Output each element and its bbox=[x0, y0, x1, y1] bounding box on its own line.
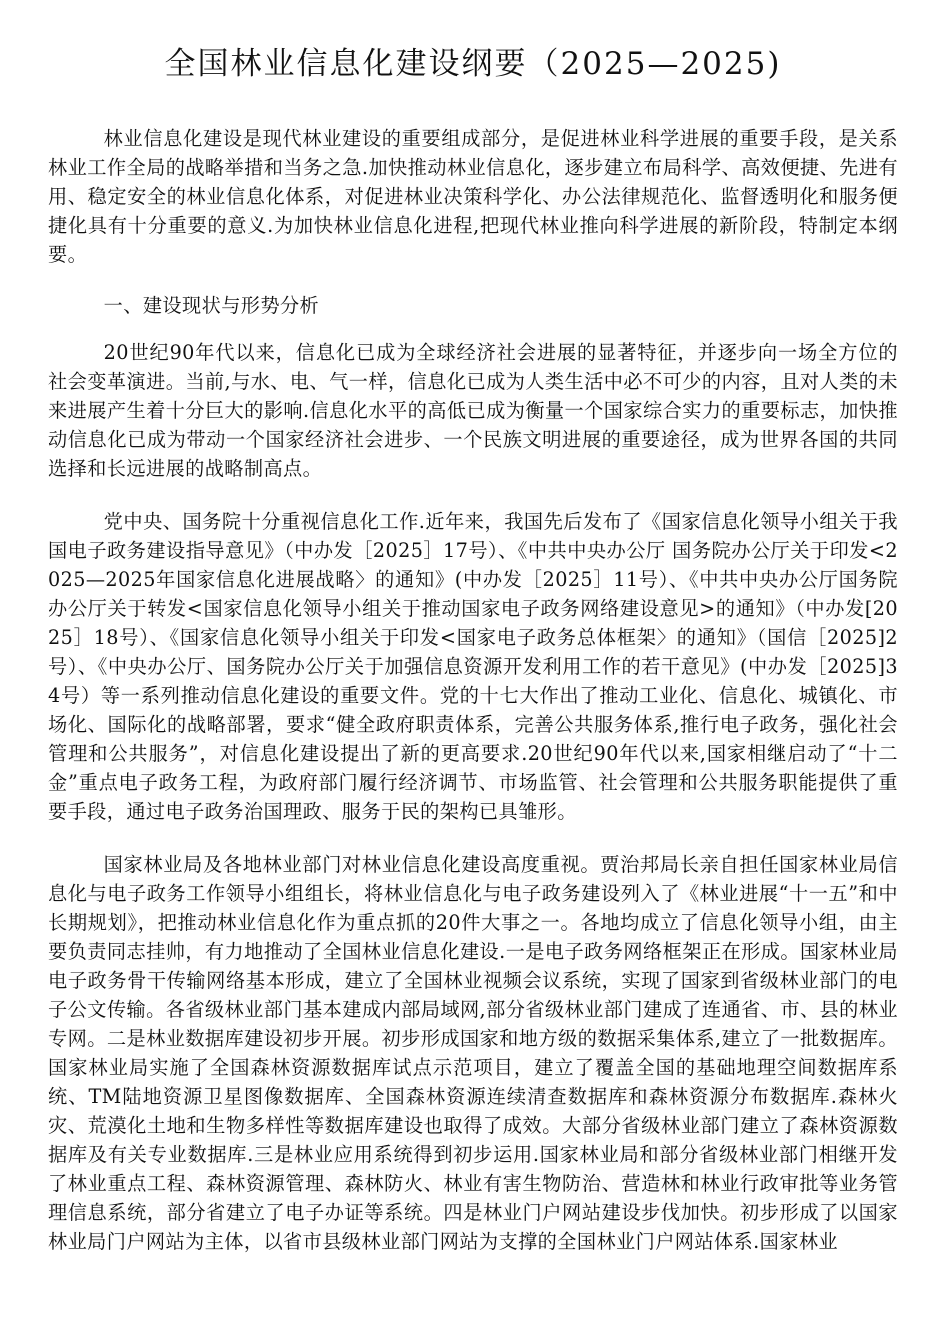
body-paragraph-3: 国家林业局及各地林业部门对林业信息化建设高度重视。贾治邦局长亲自担任国家林业局信息化与电子政务工作领导小组组长，将林业信息化与电子政务建设列入了《林业进展“十一五”和中长期规划》，把推动林业信息化作为重点抓的20件大事之一。各地均成立了信息化领导小组，由主要负责同志挂帅，有力地推动了全国林业信息化建设.一是电子政务网络框架正在形成。国家林业局电子政务骨干传输网络基本形成，建立了全国林业视频会议系统，实现了国家到省级林业部门的电子公文传输。各省级林业部门基本建成内部局域网,部分省级林业部门建成了连通省、市、县的林业专网。二是林业数据库建设初步开展。初步形成国家和地方级的数据采集体系,建立了一批数据库。国家林业局实施了全国森林资源数据库试点示范项目，建立了覆盖全国的基础地理空间数据库系统、TM陆地资源卫星图像数据库、全国森林资源连续清查数据库和森林资源分布数据库.森林火灾、荒漠化土地和生物多样性等数据库建设也取得了成效。大部分省级林业部门建立了森林资源数据库及有关专业数据库.三是林业应用系统得到初步运用.国家林业局和部分省级林业部门相继开发了林业重点工程、森林资源管理、森林防火、林业有害生物防治、营造林和林业行政审批等业务管理信息系统，部分省建立了电子办证等系统。四是林业门户网站建设步伐加快。初步形成了以国家林业局门户网站为主体，以省市县级林业部门网站为支撑的全国林业门户网站体系.国家林业 bbox=[48, 853, 898, 1253]
body-paragraph-2: 党中央、国务院十分重视信息化工作.近年来，我国先后发布了《国家信息化领导小组关于我国电子政务建设指导意见》（中办发［2025］17号）、《中共中央办公厅 国务院办公厅关于印发<2025—2025年国家信息化进展战略〉的通知》(中办发［2025］11号）、《中共中央办公厅国务院办公厅关于转发<国家信息化领导小组关于推动国家电子政务网络建设意见>的通知》（中办发[2025］18号）、《国家信息化领导小组关于印发<国家电子政务总体框架〉的通知》（国信［2025]2号）、《中央办公厅、国务院办公厅关于加强信息资源开发利用工作的若干意见》(中办发［2025]34号）等一系列推动信息化建设的重要文件。党的十七大作出了推动工业化、信息化、城镇化、市场化、国际化的战略部署，要求“健全政府职责体系，完善公共服务体系,推行电子政务，强化社会管理和公共服务”，对信息化建设提出了新的更高要求.20世纪90年代以来,国家相继启动了“十二金”重点电子政务工程，为政府部门履行经济调节、市场监管、社会管理和公共服务职能提供了重要手段，通过电子政务治国理政、服务于民的架构已具雏形。 bbox=[48, 510, 898, 823]
intro-paragraph: 林业信息化建设是现代林业建设的重要组成部分，是促进林业科学进展的重要手段，是关系林业工作全局的战略举措和当务之急.加快推动林业信息化，逐步建立布局科学、高效便捷、先进有用、稳定安全的林业信息化体系，对促进林业决策科学化、办公法律规范化、监督透明化和服务便捷化具有十分重要的意义.为加快林业信息化进程,把现代林业推向科学进展的新阶段，特制定本纲要。 bbox=[48, 127, 898, 266]
section-heading: 一、建设现状与形势分析 bbox=[103, 294, 320, 317]
body-paragraph-1: 20世纪90年代以来，信息化已成为全球经济社会进展的显著特征，并逐步向一场全方位的社会变革演进。当前,与水、电、气一样，信息化已成为人类生活中必不可少的内容，且对人类的未来进展产生着十分巨大的影响.信息化水平的高低已成为衡量一个国家综合实力的重要标志，加快推动信息化已成为带动一个国家经济社会进步、一个民族文明进展的重要途径，成为世界各国的共同选择和长远进展的战略制高点。 bbox=[48, 341, 898, 480]
document-title: 全国林业信息化建设纲要（2025—2025) bbox=[164, 46, 782, 82]
